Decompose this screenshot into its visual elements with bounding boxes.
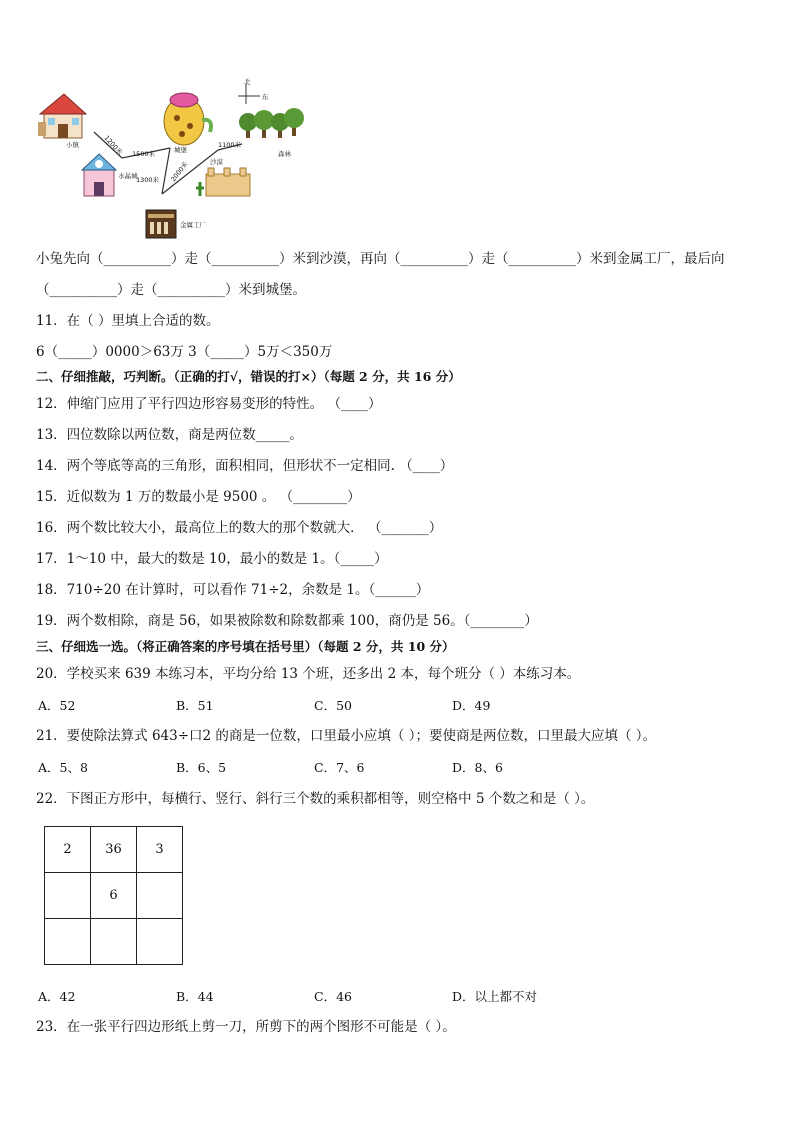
magic-square-grid	[44, 826, 183, 965]
q21-option-c: C．7、6	[314, 760, 365, 775]
forest-icon	[239, 108, 304, 138]
town-house-icon	[38, 94, 86, 138]
grid-cell	[45, 873, 91, 919]
q11-items: 6（_____）0000＞63万 3（_____）5万＜350万	[36, 344, 333, 360]
q20-option-b: B．51	[176, 698, 214, 713]
label-distance-3: 1300米	[136, 176, 160, 184]
q20-option-a: A．52	[38, 698, 76, 713]
desert-icon	[196, 168, 250, 196]
judge-item-15: 15．近似数为 1 万的数最小是 9500 。 （________）	[36, 489, 361, 505]
judge-item-17: 17．1～10 中，最大的数是 10，最小的数是 1。（_____）	[36, 551, 388, 567]
q20-option-c: C．50	[314, 698, 352, 713]
metal-factory-icon	[146, 210, 176, 238]
section-3-heading: 三、仔细选一选。（将正确答案的序号填在括号里）（每题 2 分，共 10 分）	[36, 639, 455, 654]
q22-option-b: B．44	[176, 989, 214, 1004]
q20-option-d: D．49	[452, 698, 491, 713]
label-east: 东	[262, 93, 269, 101]
label-distance-2: 1500米	[132, 150, 156, 158]
q21-option-b: B．6、5	[176, 760, 227, 775]
judge-item-14: 14．两个等底等高的三角形，面积相同，但形状不一定相同. （____）	[36, 458, 454, 474]
judge-item-13: 13．四位数除以两位数，商是两位数_____。	[36, 427, 303, 443]
q10-line-1: 小兔先向（__________）走（__________）米到沙漠，再向（__________）走（__________）米到金属工厂，最后向	[36, 251, 725, 267]
label-north: 北	[244, 78, 251, 86]
label-desert: 沙漠	[210, 158, 223, 166]
q21-option-a: A．5、8	[38, 760, 88, 775]
route-map-figure	[34, 76, 314, 244]
compass-icon	[238, 84, 260, 104]
grid-cell	[137, 919, 183, 965]
label-factory: 金属工厂	[180, 221, 206, 229]
q22-option-d: D．以上都不对	[452, 989, 538, 1004]
q10-line-2: （__________）走（__________）米到城堡。	[36, 282, 306, 298]
grid-cell: 36	[91, 827, 137, 873]
q21-stem: 21．要使除法算式 643÷口2 的商是一位数，口里最小应填（ ）；要使商是两位数，口里最大应填（ ）。	[36, 728, 657, 744]
grid-cell	[45, 919, 91, 965]
q23-stem: 23．在一张平行四边形纸上剪一刀，所剪下的两个图形不可能是（ ）。	[36, 1019, 456, 1035]
q21-option-d: D．8、6	[452, 760, 503, 775]
crystal-city-icon	[82, 154, 116, 196]
q20-stem: 20．学校买来 639 本练习本，平均分给 13 个班，还多出 2 本，每个班分（ ）本练习本。	[36, 666, 581, 682]
section-2-heading: 二、仔细推敲，巧判断。（正确的打√，错误的打×）（每题 2 分，共 16 分）	[36, 369, 461, 384]
grid-cell: 6	[91, 873, 137, 919]
q22-option-a: A．42	[38, 989, 76, 1004]
label-distance-4: 2000米	[169, 160, 190, 184]
grid-cell	[91, 919, 137, 965]
label-town: 小镇	[66, 141, 79, 149]
q22-stem: 22．下图正方形中，每横行、竖行、斜行三个数的乘积都相等，则空格中 5 个数之和是（ ）。	[36, 791, 595, 807]
label-castle: 城堡	[174, 146, 187, 154]
q11-stem: 11．在（ ）里填上合适的数。	[36, 313, 220, 329]
grid-cell: 3	[137, 827, 183, 873]
label-distance-5: 1100米	[218, 141, 242, 149]
castle-icon	[164, 93, 211, 145]
judge-item-19: 19．两个数相除，商是 56，如果被除数和除数都乘 100，商仍是 56。（________）	[36, 613, 538, 629]
grid-cell	[137, 873, 183, 919]
label-forest: 森林	[278, 150, 291, 158]
judge-item-12: 12．伸缩门应用了平行四边形容易变形的特性。 （____）	[36, 396, 382, 412]
grid-cell: 2	[45, 827, 91, 873]
label-crystal-city: 水晶城	[118, 172, 138, 180]
q22-option-c: C．46	[314, 989, 352, 1004]
judge-item-18: 18．710÷20 在计算时，可以看作 71÷2，余数是 1。（______）	[36, 582, 430, 598]
judge-item-16: 16．两个数比较大小，最高位上的数大的那个数就大． （_______）	[36, 520, 443, 536]
label-distance-1: 1200米	[102, 133, 124, 157]
